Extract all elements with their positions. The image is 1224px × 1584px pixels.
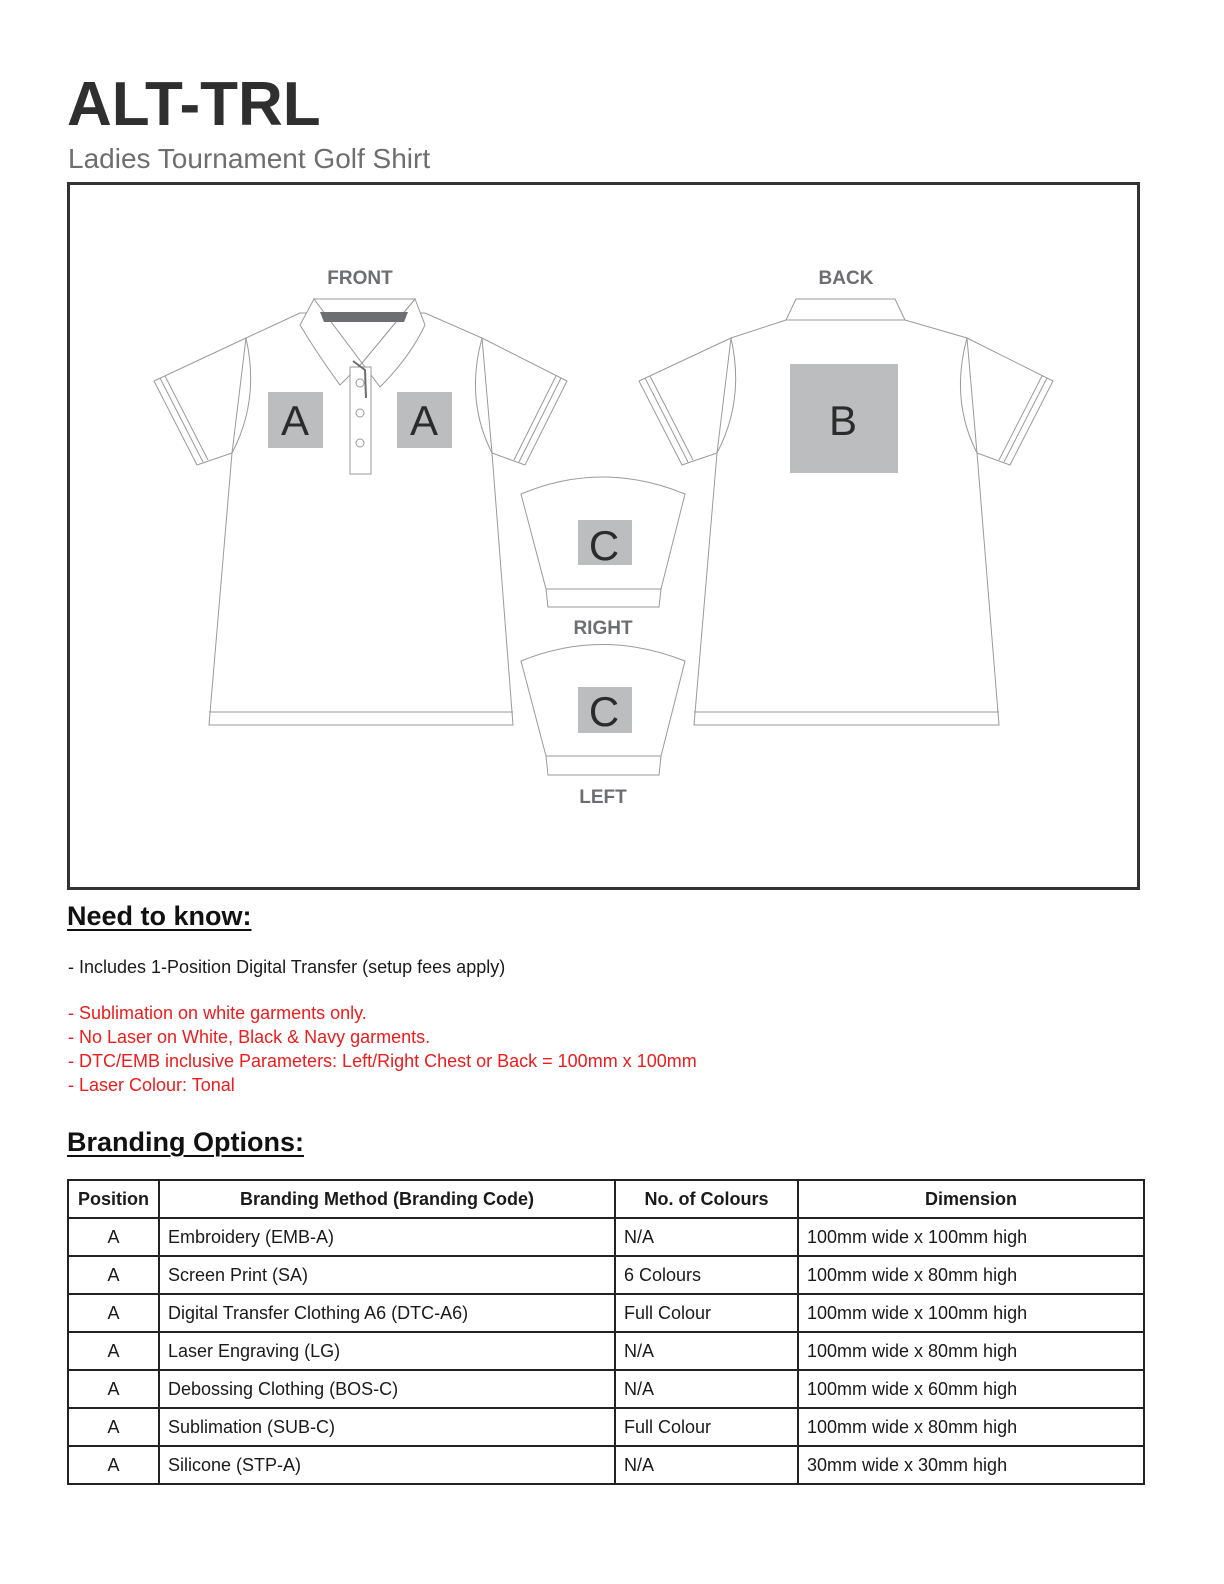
cell-colours: N/A <box>615 1332 798 1370</box>
cell-method: Laser Engraving (LG) <box>159 1332 615 1370</box>
need-to-know-heading: Need to know: <box>67 901 252 931</box>
cell-method: Debossing Clothing (BOS-C) <box>159 1370 615 1408</box>
cell-dimension: 100mm wide x 60mm high <box>798 1370 1144 1408</box>
back-left-sleeve <box>639 338 731 465</box>
left-sleeve-view <box>521 645 685 809</box>
cell-position: A <box>68 1294 159 1332</box>
column-header-colours: No. of Colours <box>615 1180 798 1218</box>
table-row <box>68 1446 1144 1484</box>
cell-dimension: 100mm wide x 100mm high <box>798 1218 1144 1256</box>
branding-options-table <box>67 1179 1145 1485</box>
note-general: - Includes 1-Position Digital Transfer (setup fees apply) <box>68 957 506 977</box>
note-warning: - DTC/EMB inclusive Parameters: Left/Right Chest or Back = 100mm x 100mm <box>68 1051 697 1071</box>
cell-colours: Full Colour <box>615 1294 798 1332</box>
table-row <box>68 1408 1144 1446</box>
cell-colours: Full Colour <box>615 1408 798 1446</box>
front-shirt <box>154 268 567 725</box>
product-code: ALT-TRL <box>67 70 321 139</box>
back-right-sleeve <box>967 338 1053 465</box>
product-name: Ladies Tournament Golf Shirt <box>68 143 431 174</box>
cell-method: Sublimation (SUB-C) <box>159 1408 615 1446</box>
table-row <box>68 1256 1144 1294</box>
zone-b-label: B <box>828 397 858 444</box>
table-row <box>68 1218 1144 1256</box>
zone-c-right-label: C <box>588 522 620 569</box>
table-row <box>68 1294 1144 1332</box>
branding-diagram <box>67 182 1140 890</box>
front-view-label: FRONT <box>327 268 393 289</box>
table-row <box>68 1370 1144 1408</box>
right-view-label: RIGHT <box>573 618 633 639</box>
cell-position: A <box>68 1446 159 1484</box>
left-view-label: LEFT <box>579 787 627 808</box>
cell-dimension: 100mm wide x 80mm high <box>798 1256 1144 1294</box>
front-right-sleeve <box>482 338 567 465</box>
table-header-row <box>68 1180 1144 1218</box>
cell-dimension: 100mm wide x 80mm high <box>798 1332 1144 1370</box>
table-row <box>68 1332 1144 1370</box>
cell-colours: N/A <box>615 1370 798 1408</box>
back-shirt <box>639 268 1053 725</box>
right-sleeve-view <box>521 477 685 639</box>
cell-position: A <box>68 1256 159 1294</box>
note-warning: - Laser Colour: Tonal <box>68 1075 235 1095</box>
cell-colours: N/A <box>615 1218 798 1256</box>
back-collar <box>786 299 905 320</box>
garment-illustration <box>70 185 1137 887</box>
column-header-dimension: Dimension <box>798 1180 1144 1218</box>
note-warning: - No Laser on White, Black & Navy garments. <box>68 1027 431 1047</box>
cell-method: Silicone (STP-A) <box>159 1446 615 1484</box>
column-header-position: Position <box>68 1180 159 1218</box>
column-header-method: Branding Method (Branding Code) <box>159 1180 615 1218</box>
note-warning: - Sublimation on white garments only. <box>68 1003 367 1023</box>
branding-options-heading: Branding Options: <box>67 1127 304 1157</box>
cell-colours: 6 Colours <box>615 1256 798 1294</box>
cell-method: Digital Transfer Clothing A6 (DTC-A6) <box>159 1294 615 1332</box>
cell-position: A <box>68 1408 159 1446</box>
back-view-label: BACK <box>818 268 874 289</box>
cell-dimension: 30mm wide x 30mm high <box>798 1446 1144 1484</box>
cell-colours: N/A <box>615 1446 798 1484</box>
cell-position: A <box>68 1332 159 1370</box>
zone-a-left-label: A <box>280 397 310 444</box>
zone-a-right-label: A <box>409 397 439 444</box>
collar-stripe <box>320 312 408 322</box>
cell-dimension: 100mm wide x 80mm high <box>798 1408 1144 1446</box>
cell-dimension: 100mm wide x 100mm high <box>798 1294 1144 1332</box>
front-left-sleeve <box>154 338 246 465</box>
zone-c-left-label: C <box>588 688 620 735</box>
cell-position: A <box>68 1370 159 1408</box>
cell-method: Embroidery (EMB-A) <box>159 1218 615 1256</box>
cell-method: Screen Print (SA) <box>159 1256 615 1294</box>
cell-position: A <box>68 1218 159 1256</box>
